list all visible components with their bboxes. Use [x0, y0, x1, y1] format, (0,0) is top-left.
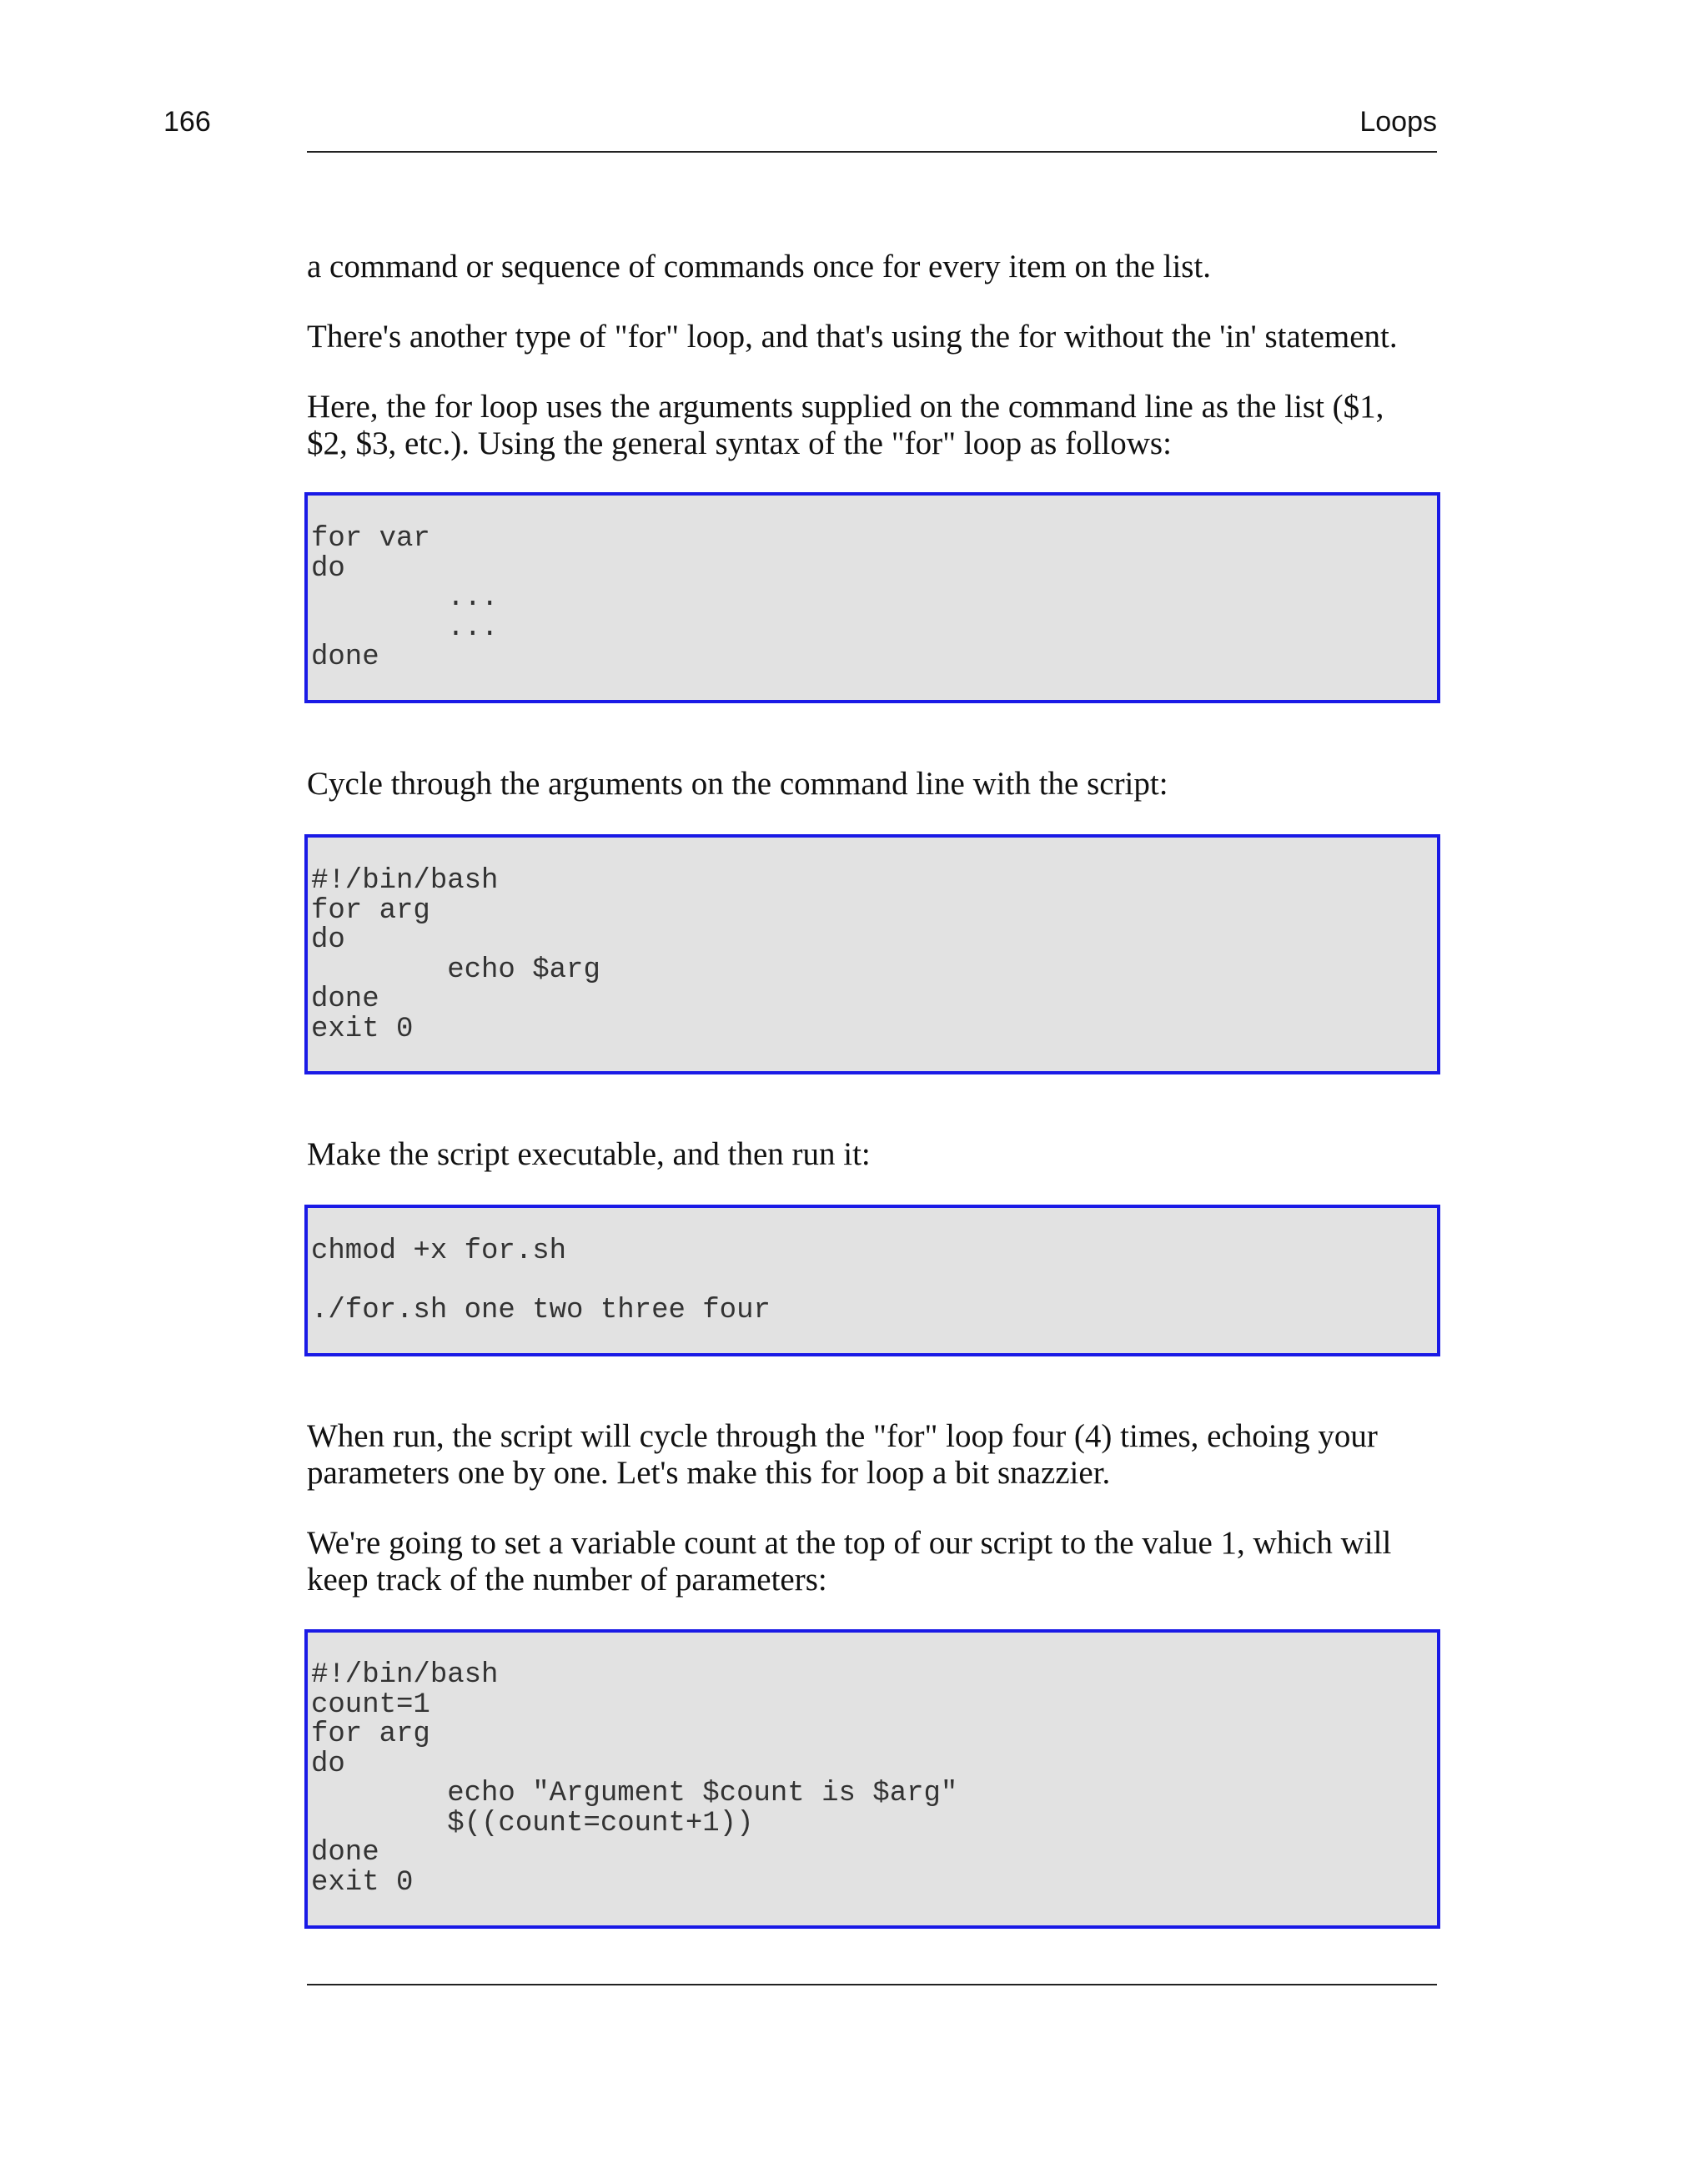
code-text: chmod +x for.sh ./for.sh one two three four — [311, 1235, 771, 1326]
page-number: 166 — [163, 106, 211, 138]
footer-rule — [307, 1984, 1437, 1985]
paragraph — [307, 389, 1441, 462]
running-head: Loops — [1359, 106, 1437, 138]
header-rule — [307, 151, 1437, 153]
paragraph — [307, 1525, 1441, 1598]
paragraph: There's another type of "for" loop, and that's using the for without the 'in' statement. — [307, 319, 1398, 355]
paragraph-line: $2, $3, etc.). Using the general syntax of the "for" loop as follows: — [307, 425, 1172, 461]
paragraph — [307, 1418, 1441, 1492]
paragraph-line: Here, the for loop uses the arguments supplied on the command line as the list ($1, — [307, 389, 1384, 425]
paragraph-line: parameters one by one. Let's make this for loop a bit snazzier. — [307, 1455, 1111, 1491]
code-text: #!/bin/bash for arg do echo $arg done exit 0 — [311, 865, 600, 1045]
paragraph: Make the script executable, and then run it: — [307, 1136, 871, 1172]
paragraph: Cycle through the arguments on the command line with the script: — [307, 766, 1168, 802]
paragraph: a command or sequence of commands once for every item on the list. — [307, 249, 1212, 284]
code-block — [304, 492, 1440, 703]
code-text: for var do ... ... done — [311, 523, 499, 673]
code-text: #!/bin/bash count=1 for arg do echo "Argument $count is $arg" $((count=count+1)) done exit 0 — [311, 1659, 958, 1899]
code-block — [304, 1205, 1440, 1356]
code-block — [304, 834, 1440, 1074]
code-block — [304, 1629, 1440, 1929]
paragraph-line: keep track of the number of parameters: — [307, 1562, 827, 1598]
paragraph-line: When run, the script will cycle through the "for" loop four (4) times, echoing your — [307, 1418, 1378, 1454]
paragraph-line: We're going to set a variable count at the top of our script to the value 1, which will — [307, 1525, 1392, 1561]
